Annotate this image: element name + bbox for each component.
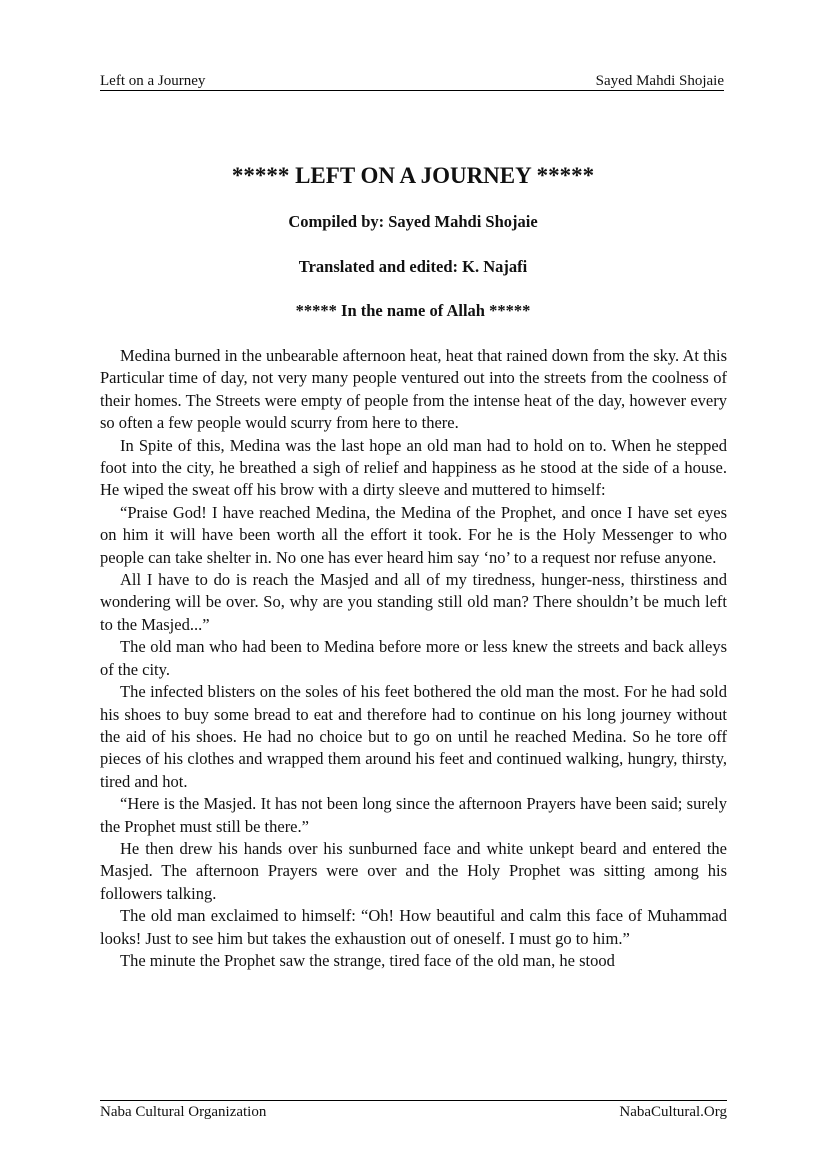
paragraph: “Here is the Masjed. It has not been long since the afternoon Prayers have been said; surely the Prophet must still be there.” [100, 794, 727, 836]
document-title: ***** LEFT ON A JOURNEY ***** [231, 163, 595, 188]
compiled-by-line: Compiled by: Sayed Mahdi Shojaie [288, 212, 538, 231]
translated-by-line: Translated and edited: K. Najafi [298, 257, 528, 276]
invocation-line: ***** In the name of Allah ***** [295, 301, 531, 320]
footer-organization: Naba Cultural Organization [100, 1104, 267, 1120]
paragraph: All I have to do is reach the Masjed and all of my tiredness, hunger-ness, thirstiness and wondering will be over. So, why are you standing still old man? There shouldn’t be much left to the Masjed...” [100, 570, 727, 634]
page-header [100, 70, 724, 91]
paragraph: In Spite of this, Medina was the last hope an old man had to hold on to. When he stepped foot into the city, he breathed a sigh of relief and happiness as he stood at the side of a house. He wiped the sweat off his brow with a dirty sleeve and muttered to himself: [100, 435, 727, 500]
paragraph: He then drew his hands over his sunburned face and white unkept beard and entered the Masjed. The afternoon Prayers were over and the Holy Prophet was sitting among his followers talking. [100, 838, 727, 903]
paragraph: The minute the Prophet saw the strange, tired face of the old man, he stood [120, 950, 615, 970]
paragraph: “Praise God! I have reached Medina, the Medina of the Prophet, and once I have set eyes on him it will have been worth all the effort it took. For he is the Holy Messenger to who people can take shelter in. No one has ever heard him say ‘no’ to a request nor refuse anyone. [100, 502, 727, 567]
footer-website: NabaCultural.Org [619, 1104, 727, 1120]
paragraph: The old man exclaimed to himself: “Oh! How beautiful and calm this face of Muhammad looks! Just to see him but takes the exhaustion out of oneself. I must go to him.” [100, 906, 727, 948]
body-text [100, 345, 727, 972]
header-right-author: Sayed Mahdi Shojaie [595, 73, 724, 89]
paragraph: The infected blisters on the soles of his feet bothered the old man the most. For he had sold his shoes to buy some bread to eat and therefore had to continue on his long journey without the aid of his shoes. He had no choice but to go on until he reached Medina. So he tore off pieces of his clothes and wrapped them around his feet and continued walking, hungry, thirsty, tired and hot. [100, 682, 727, 791]
header-left-title: Left on a Journey [100, 73, 206, 89]
page-footer [100, 1100, 727, 1121]
paragraph: Medina burned in the unbearable afternoon heat, heat that rained down from the sky. At this Particular time of day, not very many people ventured out into the streets from the coolness of their homes. The Streets were empty of people from the intense heat of the day, however every so often a few people would scurry from here to there. [100, 346, 727, 433]
paragraph: The old man who had been to Medina before more or less knew the streets and back alleys of the city. [100, 637, 727, 679]
